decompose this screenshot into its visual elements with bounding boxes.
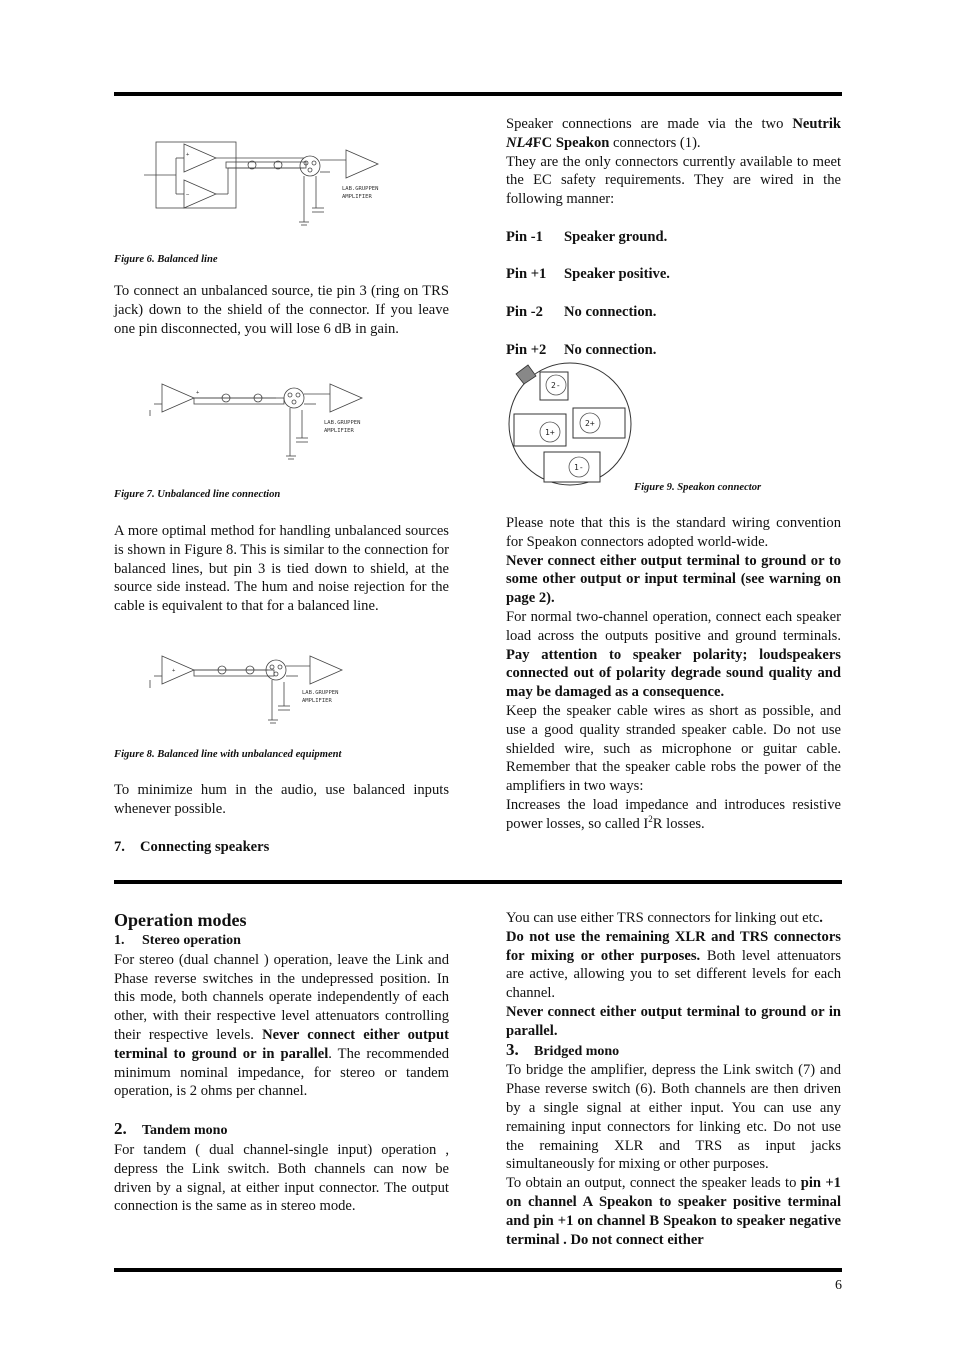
- plus-sign: +: [186, 152, 190, 158]
- pin-row: Pin +1 Speaker positive.: [506, 266, 670, 282]
- section-title: Connecting speakers: [140, 839, 270, 855]
- figure-8-caption: Figure 8. Balanced line with unbalanced equipment: [114, 749, 342, 760]
- paragraph-normal-operation: For normal two-channel operation, connect each speaker load across the outputs positive and ground terminals. Pay attention to speaker polarity; loudspeakers connected out of polarity degrade sound quality and may be damaged as a consequence.: [506, 608, 841, 701]
- paragraph-minimize: To minimize hum in the audio, use balanced inputs whenever possible.: [114, 782, 449, 817]
- pin-row: Pin +2 No connection.: [506, 342, 657, 358]
- bridged-mono-heading: 3. Bridged mono: [506, 1039, 620, 1059]
- unbalanced-line-schematic: [146, 376, 376, 466]
- pin-label-2-minus: 2-: [551, 381, 561, 390]
- bottom-rule: [114, 1268, 842, 1272]
- amp-label-type: AMPLIFIER: [302, 698, 332, 704]
- pin-row: Pin -2 No connection.: [506, 304, 657, 320]
- warning-ground: Never connect either output terminal to ground or to some other output or input terminal (see warning on page 2).: [506, 552, 841, 607]
- amp-label-brand: LAB.GRUPPEN: [342, 186, 379, 192]
- top-rule: [114, 92, 842, 96]
- amp-label-brand: LAB.GRUPPEN: [324, 420, 361, 426]
- paragraph-unbalanced: To connect an unbalanced source, tie pin 3 (ring on TRS jack) down to the shield of the connector. If you leave one pin disconnected, you will lose 6 dB in gain.: [114, 283, 449, 337]
- plus-sign: +: [172, 668, 176, 674]
- connector-requirements: They are the only connectors currently available to meet the EC safety requirements. They are wired in the following manner:: [506, 153, 841, 208]
- paragraph-standard-wiring: Please note that this is the standard wiring convention for Speakon connectors adopted world-wide.: [506, 515, 841, 550]
- pin-label-1-minus: 1-: [574, 463, 584, 472]
- pin-label-1-plus: 1+: [545, 428, 555, 437]
- pin-label-2-plus: 2+: [585, 419, 595, 428]
- operation-modes-heading: Operation modes: [114, 910, 247, 930]
- amp-label-type: AMPLIFIER: [342, 194, 372, 200]
- paragraph-bridged-mono: To bridge the amplifier, depress the Link switch (7) and Phase reverse switch (6). Both channels are then driven by a single signal at either input. You can use any remaining input connectors for linking etc. Do not use the remaining XLR and TRS as input jacks simultaneously for mixing or other purposes.: [506, 1062, 841, 1173]
- paragraph-optimal: A more optimal method for handling unbalanced sources is shown in Figure 8. This is similar to the connection for balanced lines, but pin 3 is tied down to shield, at the source side instead. The hum and noise rejection for the cable is equivalent to that for a balanced line.: [114, 523, 449, 615]
- warning-parallel: Never connect either output terminal to ground or in parallel.: [506, 1003, 841, 1039]
- paragraph-power-losses: Increases the load impedance and introduces resistive power losses, so called $I^2R$ losses.: [506, 796, 841, 832]
- pin-row: Pin -1 Speaker ground.: [506, 229, 668, 245]
- stereo-operation-heading: 1. Stereo operation: [114, 933, 241, 948]
- amp-label-brand: LAB.GRUPPEN: [302, 690, 339, 696]
- amp-label-type: AMPLIFIER: [324, 428, 354, 434]
- plus-sign: +: [196, 390, 200, 396]
- speakon-connector-diagram: [508, 362, 633, 487]
- figure-7-caption: Figure 7. Unbalanced line connection: [114, 489, 281, 500]
- paragraph-tandem-mono: For tandem ( dual channel-single input) operation , depress the Link switch. Both channels can now be driven by a signal, at either input connector. The output connection is the same as in stereo mode.: [114, 1141, 449, 1215]
- paragraph-trs-linking: You can use either TRS connectors for linking out etc.: [506, 910, 823, 926]
- balanced-line-schematic: [144, 138, 394, 233]
- figure-6-caption: Figure 6. Balanced line: [114, 254, 218, 265]
- paragraph-stereo-operation: For stereo (dual channel ) operation, leave the Link and Phase reverse switches in the undepressed position. In this mode, both channels operate independently of each other, with their respective level attenuators controlling their respective levels. Never connect either output terminal to ground or in parallel. The recommended minimum nominal impedance, for stereo or tandem operation, is 2 ohms per channel.: [114, 951, 449, 1100]
- paragraph-speaker-cable: Keep the speaker cable wires as short as possible, and use a good quality stranded speaker cable. Do not use shielded wire, such as microphone or guitar cable. Remember that the speaker cable robs the power of the amplifiers in two ways:: [506, 702, 841, 795]
- tandem-mono-heading: 2. Tandem mono: [114, 1119, 228, 1139]
- middle-rule: [114, 880, 842, 884]
- speaker-connections-intro: Speaker connections are made via the two Neutrik NL4FC Speakon connectors (1).: [506, 116, 841, 151]
- minus-sign: −: [186, 192, 190, 198]
- figure-9-caption: Figure 9. Speakon connector: [634, 482, 762, 493]
- paragraph-obtain-output: To obtain an output, connect the speaker leads to pin +1 on channel A Speakon to speaker positive terminal and pin +1 on channel B Speakon to speaker negative terminal . Do not connect either: [506, 1175, 841, 1248]
- page-number: 6: [835, 1278, 842, 1293]
- balanced-unbalanced-schematic: [138, 650, 368, 730]
- section-7-heading: [114, 838, 269, 857]
- paragraph-xlr-trs-warning: Do not use the remaining XLR and TRS connectors for mixing or other purposes. Both level attenuators are active, allowing you to set different levels for each channel.: [506, 928, 841, 1002]
- section-number: 7.: [114, 839, 125, 855]
